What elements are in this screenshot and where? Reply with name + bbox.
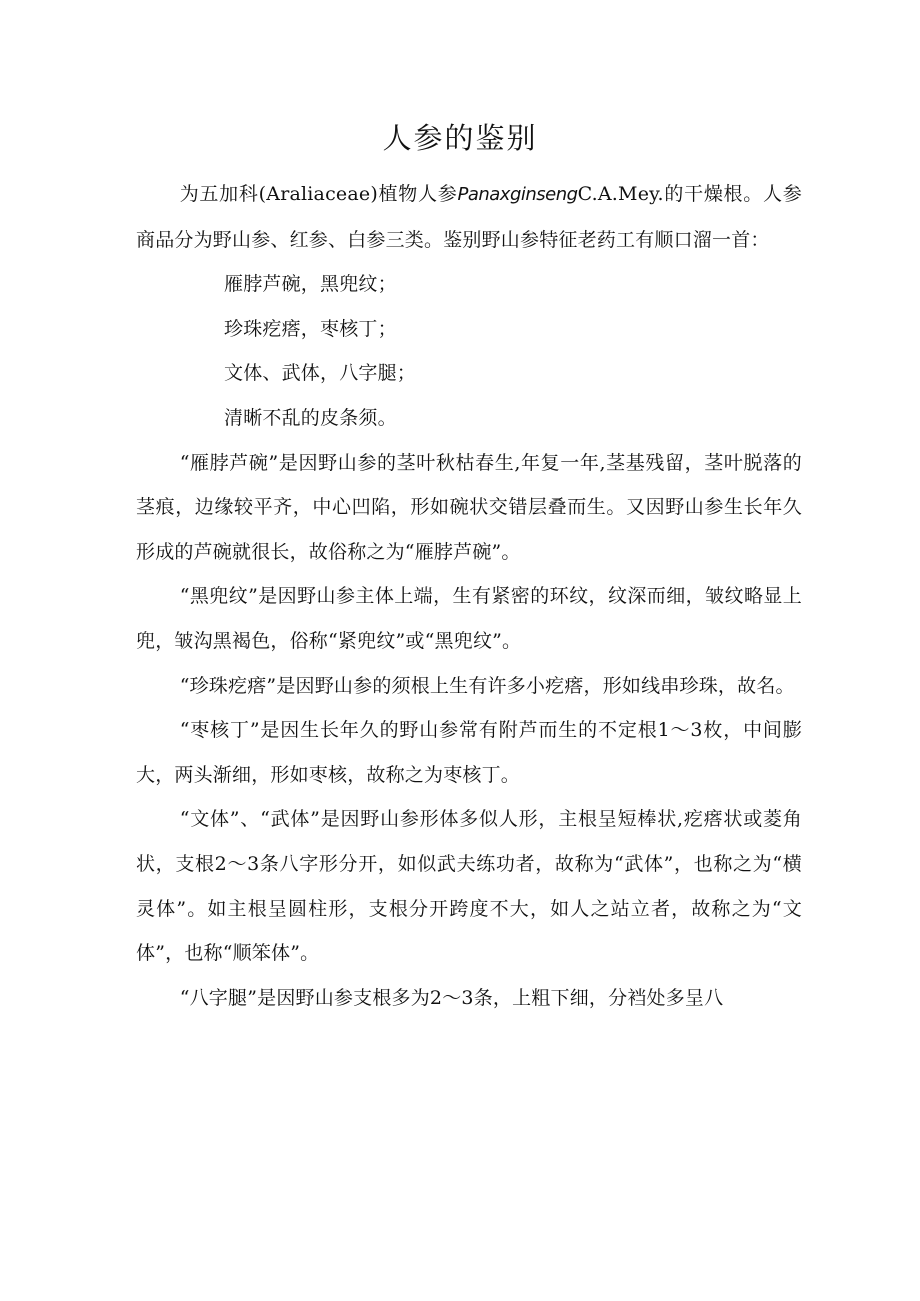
document-title: 人参的鉴别: [382, 121, 538, 155]
intro-text-start: 为五加科(Araliaceae)植物人参: [179, 183, 458, 205]
paragraph-yanbo-luwan: “雁脖芦碗”是因野山参的茎叶秋枯春生,年复一年,茎基残留，茎叶脱落的茎痕，边缘较平齐，中心凹陷，形如碗状交错层叠而生。又因野山参生长年久形成的芦碗就很长，故俗称之为“雁脖芦碗”。: [136, 451, 802, 563]
intro-paragraph: [136, 172, 802, 262]
paragraph-zaoheding: “枣核丁”是因生长年久的野山参常有附芦而生的不定根1～3枚，中间膨大，两头渐细，形如枣核，故称之为枣核丁。: [136, 719, 802, 786]
intro-text-end: C.A.Mey.的干燥根。人参商品分为野山参、红参、白参三类。鉴别野山参特征老药工有顺口溜一首：: [136, 183, 802, 251]
paragraph-bazitui: “八字腿”是因野山参支根多为2～3条，上粗下细，分裆处多呈八: [179, 986, 724, 1009]
document-body: [136, 172, 802, 1020]
poem-line: 雁脖芦碗，黑兜纹；: [224, 273, 397, 296]
poem-line: 文体、武体，八字腿；: [224, 362, 417, 385]
latin-species-name: Panaxginseng: [457, 184, 578, 205]
paragraph-heidouwen: “黑兜纹”是因野山参主体上端，生有紧密的环纹，纹深而细，皱纹略显上兜，皱沟黑褐色，俗称“紧兜纹”或“黑兜纹”。: [136, 585, 802, 652]
poem-line: 清晰不乱的皮条须。: [224, 406, 397, 429]
paragraph-zhenzhu-geda: “珍珠疙瘩”是因野山参的须根上生有许多小疙瘩，形如线串珍珠，故名。: [179, 674, 795, 697]
paragraph-wenti-wuti: “文体”、“武体”是因野山参形体多似人形，主根呈短棒状,疙瘩状或菱角状，支根2～3条八字形分开，如似武夫练功者，故称为“武体”，也称之为“横灵体”。如主根呈圆柱形，支根分开跨度不大，如人之站立者，故称之为“文体”，也称“顺笨体”。: [136, 808, 802, 965]
poem-line: 珍珠疙瘩，枣核丁；: [224, 317, 397, 340]
